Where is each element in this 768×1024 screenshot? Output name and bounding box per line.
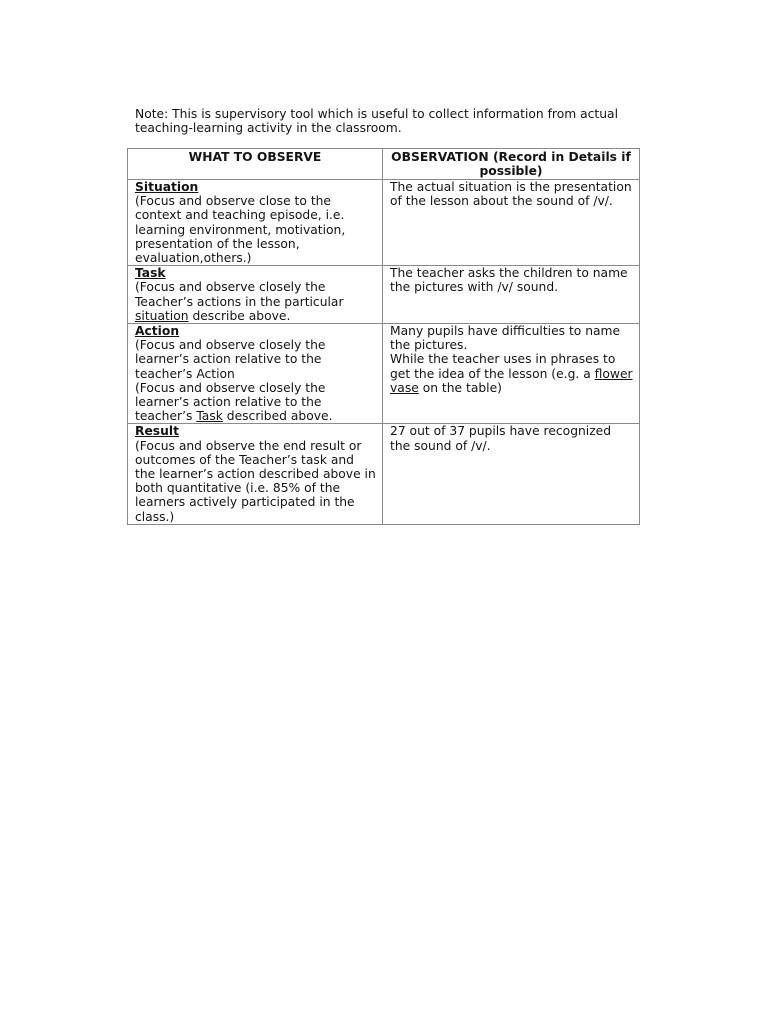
- task-criteria-cell: [128, 266, 383, 324]
- task-description: [135, 280, 378, 323]
- result-title: Result: [135, 424, 179, 439]
- action-observation-2: [390, 352, 635, 395]
- task-title: Task: [135, 266, 166, 281]
- situation-observation-cell: [383, 180, 640, 266]
- action-title: Action: [135, 324, 180, 339]
- action-task-reference: Task: [196, 409, 223, 424]
- action-description-2-text: (Focus and observe closely the learner’s action relative to the teacher’s: [135, 380, 326, 424]
- table-row-situation: [128, 180, 640, 266]
- table-row-result: [128, 424, 640, 524]
- task-description-end: describe above.: [188, 308, 291, 323]
- action-observation-cell: [383, 324, 640, 424]
- result-criteria-cell: [128, 424, 383, 524]
- table-row-task: [128, 266, 640, 324]
- task-observation: The teacher asks the children to name the pictures with /v/ sound.: [390, 266, 628, 295]
- situation-description: (Focus and observe close to the context and teaching episode, i.e. learning environment, motivation, presentation of the lesson, evaluation,others.): [135, 194, 346, 266]
- action-criteria-cell: [128, 324, 383, 424]
- header-what-to-observe: WHAT TO OBSERVE: [128, 149, 383, 180]
- observation-table: [127, 148, 640, 525]
- task-description-text: (Focus and observe closely the Teacher’s actions in the particular: [135, 280, 344, 309]
- situation-observation: The actual situation is the presentation of the lesson about the sound of /v/.: [390, 180, 632, 209]
- action-observation-2-end: on the table): [418, 380, 502, 395]
- task-observation-cell: [383, 266, 640, 324]
- situation-title: Situation: [135, 180, 199, 194]
- header-observation: OBSERVATION (Record in Details if possible): [383, 149, 640, 180]
- supervisory-note: Note: This is supervisory tool which is useful to collect information from actual teaching-learning activity in the classroom.: [135, 107, 618, 136]
- table-header-row: [128, 149, 640, 180]
- action-flower-vase-reference: flower vase: [390, 366, 633, 395]
- table-row-action: [128, 324, 640, 424]
- result-observation: 27 out of 37 pupils have recognized the sound of /v/.: [390, 424, 612, 453]
- action-description-2: [135, 381, 378, 424]
- situation-criteria-cell: [128, 180, 383, 266]
- action-description-2-end: described above.: [222, 409, 333, 424]
- result-description: (Focus and observe the end result or outcomes of the Teacher’s task and the learner’s action described above in both quantitative (i.e. 85% of the learners actively participated in the class.): [135, 438, 376, 524]
- action-description-1: (Focus and observe closely the learner’s action relative to the teacher’s Action: [135, 338, 326, 381]
- action-observation-1: Many pupils have difficulties to name the pictures.: [390, 324, 621, 353]
- action-observation-2-text: While the teacher uses in phrases to get the idea of the lesson (e.g. a: [390, 352, 616, 381]
- result-observation-cell: [383, 424, 640, 524]
- task-situation-reference: situation: [135, 308, 189, 323]
